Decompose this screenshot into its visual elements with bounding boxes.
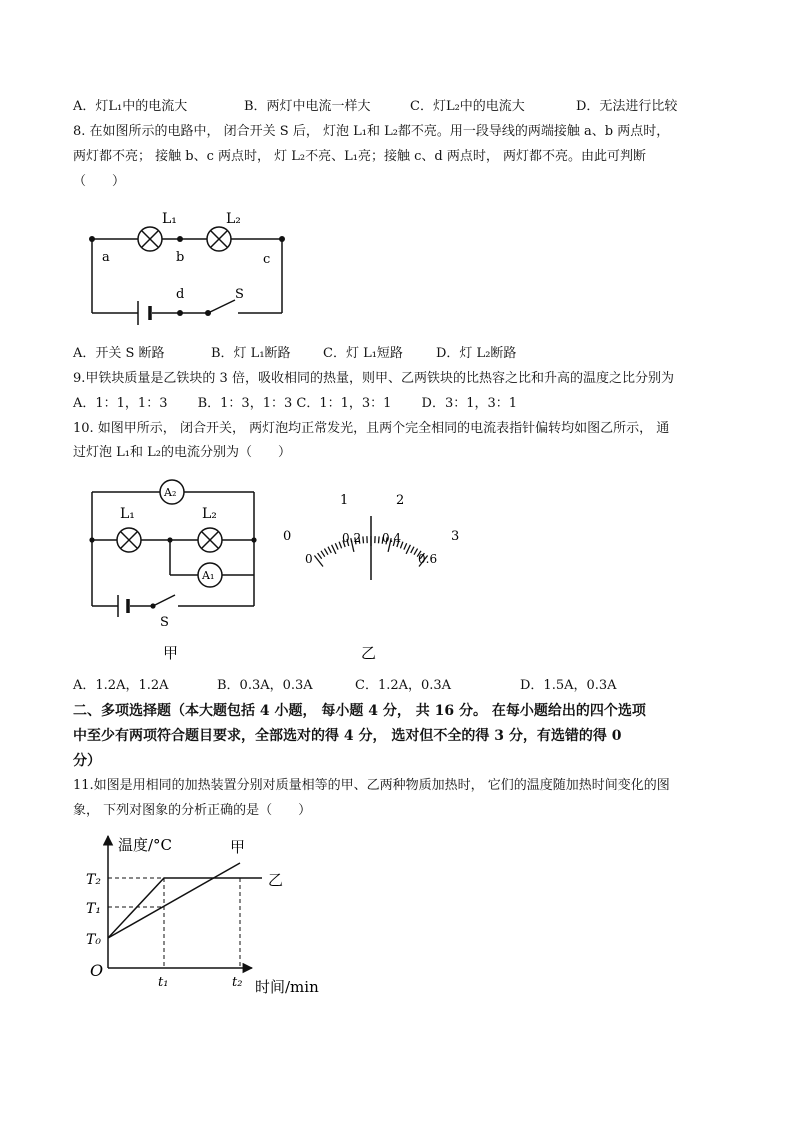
q11-text-line2: 象， 下列对图象的分析正确的是（ ）: [73, 803, 312, 818]
series-jia-line: [108, 863, 240, 938]
q10-option-c: C．1.2A，0.3A: [355, 678, 452, 693]
q7-option-c: C．灯L₂中的电流大: [410, 99, 525, 114]
dial-tick: [318, 553, 322, 559]
series-yi-label: 乙: [268, 871, 284, 889]
q8-option-a: A．开关 S 断路: [73, 346, 165, 361]
q10-option-b: B．0.3A，0.3A: [217, 678, 313, 693]
label-jia: 甲: [163, 644, 179, 662]
label-a2: A₂: [164, 486, 177, 499]
q8-circuit-diagram: [80, 205, 300, 330]
q7-option-b: B．两灯中电流一样大: [244, 99, 371, 114]
label-s: S: [235, 287, 244, 302]
q10-text-line1: 10. 如图甲所示， 闭合开关， 两灯泡均正常发光，且两个完全相同的电流表指针偏转均如图乙所示， 通: [73, 421, 670, 436]
meter-scale-3a-3: 3: [451, 529, 460, 544]
dial-tick: [332, 545, 336, 554]
q10-text-line2: 过灯泡 L₁和 L₂的电流分别为（ ）: [73, 445, 291, 460]
q8-option-b: B．灯 L₁断路: [211, 346, 291, 361]
q11-temperature-graph: [80, 830, 340, 1000]
label-a1: A₁: [202, 569, 215, 582]
q10-ammeter-dial: [270, 478, 470, 668]
q10-circuit-diagram: [80, 478, 270, 668]
dial-tick: [324, 549, 328, 555]
label-s: S: [160, 615, 169, 630]
label-l1: L₁: [162, 211, 177, 227]
dial-tick: [379, 536, 380, 543]
tick-t1: T₁: [86, 901, 101, 917]
tick-time2: t₂: [232, 975, 243, 990]
meter-scale-3a-1: 1: [340, 493, 349, 508]
dial-tick: [411, 547, 414, 553]
q10-option-d: D．1.5A，0.3A: [520, 678, 617, 693]
meter-scale-06a-04: 0.4: [382, 531, 402, 545]
label-l1: L₁: [120, 506, 135, 522]
q8-text-line1: 8. 在如图所示的电路中， 闭合开关 S 后， 灯泡 L₁和 L₂都不亮。用一段导线的两端接触 a、b 两点时，: [73, 124, 670, 139]
dial-tick: [314, 556, 323, 567]
lamp1-symbol: [117, 528, 141, 552]
dial-tick: [328, 547, 331, 553]
q8-option-d: D．灯 L₂断路: [436, 346, 517, 361]
q10-option-a: A．1.2A，1.2A: [73, 678, 169, 693]
series-jia-label: 甲: [230, 838, 246, 856]
dial-tick: [363, 536, 364, 543]
q7-option-a: A．灯L₁中的电流大: [73, 99, 188, 114]
section2-heading-line1: 二、多项选择题（本大题包括 4 小题， 每小题 4 分， 共 16 分。 在每小题给出的四个选项: [73, 703, 646, 719]
section2-heading-line3: 分）: [73, 753, 101, 769]
meter-scale-3a-2: 2: [396, 493, 405, 508]
meter-scale-06a-0: 0: [305, 552, 313, 566]
q8-text-line2: 两灯都不亮； 接触 b、c 两点时， 灯 L₂不亮、L₁亮；接触 c、d 两点时， 两灯都不亮。由此可判断: [73, 149, 646, 164]
label-l2: L₂: [226, 211, 241, 227]
label-c: c: [263, 252, 271, 267]
label-yi: 乙: [361, 644, 377, 662]
lamp1-symbol: [138, 227, 162, 251]
tick-t2: T₂: [86, 872, 101, 888]
dial-tick: [321, 551, 325, 557]
dial-tick: [335, 543, 338, 549]
q9-options: A．1：1，1：3 B．1：3，1：3 C．1：1，3：1 D．3：1，3：1: [73, 396, 518, 411]
tick-time1: t₁: [158, 975, 169, 990]
q9-text: 9.甲铁块质量是乙铁块的 3 倍，吸收相同的热量，则甲、乙两铁块的比热容之比和升高的温度之比分别为: [73, 371, 674, 386]
meter-scale-06a-02: 0.2: [342, 531, 362, 545]
dial-tick: [404, 543, 407, 549]
label-d: d: [176, 287, 185, 302]
meter-scale-06a-06: 0.6: [418, 552, 438, 566]
q8-answer-blank: （ ）: [73, 174, 126, 189]
label-a: a: [102, 250, 110, 265]
meter-scale-3a-0: 0: [283, 529, 292, 544]
battery-symbol: [138, 301, 150, 325]
q7-option-d: D．无法进行比较: [576, 99, 678, 114]
y-axis-label: 温度/°C: [118, 836, 173, 854]
lamp2-symbol: [198, 528, 222, 552]
q8-option-c: C．灯 L₁短路: [323, 346, 403, 361]
series-yi-line: [108, 878, 262, 938]
section2-heading-line2: 中至少有两项符合题目要求，全部选对的得 4 分， 选对但不全的得 3 分，有选错的得 0: [73, 728, 622, 744]
x-axis-label: 时间/min: [255, 978, 319, 996]
battery-symbol: [118, 595, 128, 617]
label-l2: L₂: [202, 506, 217, 522]
dial-tick: [406, 545, 410, 554]
q11-text-line1: 11.如图是用相同的加热装置分别对质量相等的甲、乙两种物质加热时， 它们的温度随加热时间变化的图: [73, 778, 670, 793]
label-b: b: [176, 250, 185, 265]
lamp2-symbol: [207, 227, 231, 251]
tick-t0: T₀: [86, 932, 101, 948]
origin-label: O: [90, 961, 104, 980]
